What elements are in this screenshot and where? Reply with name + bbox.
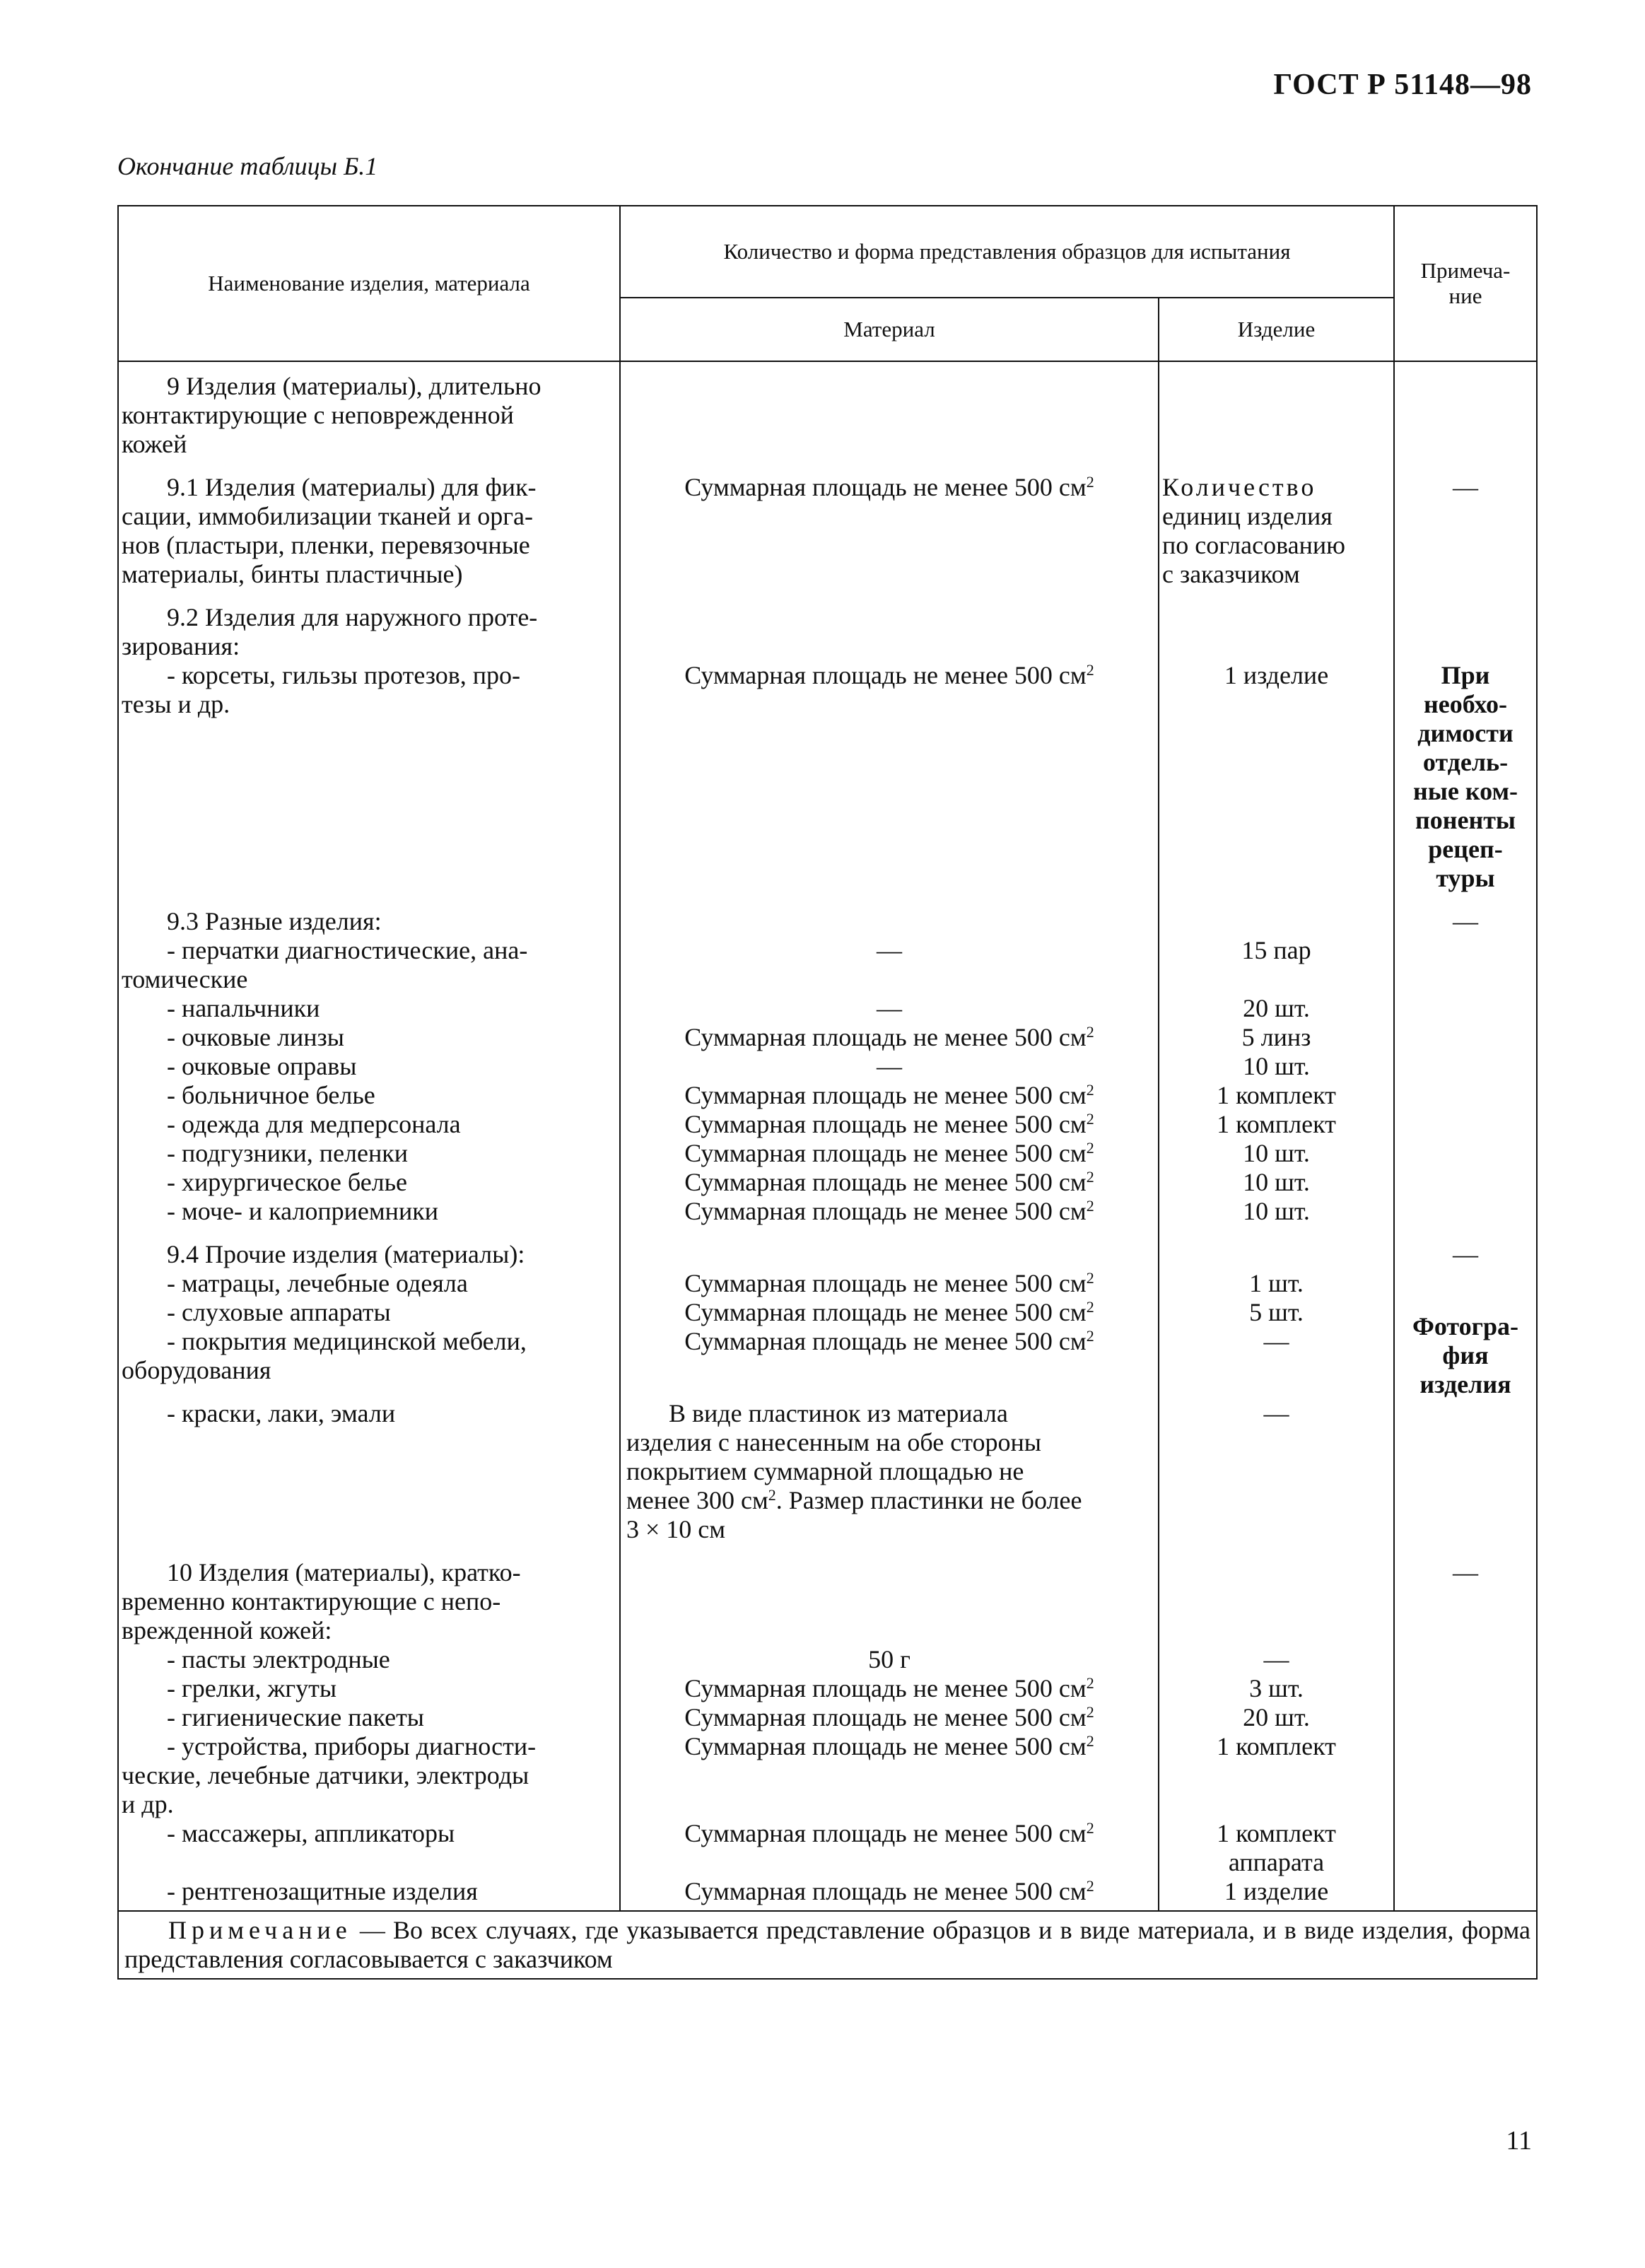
spacer — [624, 1558, 1155, 1645]
s10-prod-5-l1: 1 комплект — [1217, 1819, 1336, 1847]
s9-4-paint-l4: менее 300 $см^2$. Размер пластинки не более — [626, 1486, 1082, 1514]
spacer — [1162, 603, 1391, 661]
footnote-text: — Во всех случаях, где указывается представление образцов и в виде материала, и в виде изделия, форма представления согласовывается с заказчиком — [124, 1916, 1530, 1973]
spacer — [1162, 1558, 1391, 1645]
s9-4-note-dash: — — [1453, 1240, 1478, 1268]
col-header-material: Материал — [620, 298, 1159, 361]
s9-2-note-l8: туры — [1436, 864, 1495, 892]
s9-4-paint-l1: В виде пластинок из материала — [669, 1399, 1008, 1427]
table-row — [118, 894, 1537, 1227]
cell-name — [118, 460, 620, 590]
s10-prod-4: 1 комплект — [1217, 1732, 1336, 1760]
s9-1-product-l4: с заказчиком — [1162, 560, 1300, 588]
s9-2-name-l2: зирования: — [122, 632, 240, 660]
table-row — [118, 1911, 1537, 1979]
s9-1-product-l3: по согласованию — [1162, 531, 1346, 559]
cell-note — [1394, 460, 1537, 590]
s9-2-note-l6: поненты — [1415, 806, 1516, 834]
s10-item4-l3: и др. — [122, 1790, 174, 1818]
s9-3-mat-9: Суммарная площадь не менее 500 $см^2$ — [684, 1197, 1094, 1225]
cell-name — [118, 1227, 620, 1545]
s9-4-item1: - матрацы, лечебные одеяла — [167, 1269, 468, 1297]
s9-title-l3: кожей — [122, 430, 187, 458]
table-caption: Окончание таблицы Б.1 — [117, 152, 378, 180]
s9-2-item-l1: - корсеты, гильзы протезов, про- — [167, 661, 520, 689]
s9-4-note-l2: фия — [1442, 1341, 1489, 1369]
s9-3-prod-9: 10 шт. — [1243, 1197, 1310, 1225]
s9-4-prod-3: — — [1263, 1327, 1289, 1355]
s9-3-prod-4: 10 шт. — [1243, 1052, 1310, 1080]
s9-3-mat-3: Суммарная площадь не менее 500 $см^2$ — [684, 1023, 1094, 1051]
spacer — [624, 907, 1155, 936]
s9-3-mat-6: Суммарная площадь не менее 500 $см^2$ — [684, 1110, 1094, 1138]
s9-4-item4: - краски, лаки, эмали — [167, 1399, 396, 1427]
footnote-lead: Примечание — [168, 1916, 352, 1944]
cell-material — [620, 590, 1159, 894]
s9-1-name-l3: нов (пластыри, пленки, перевязочные — [122, 531, 530, 559]
cell-name — [118, 590, 620, 894]
s9-4-mat-3: Суммарная площадь не менее 500 $см^2$ — [684, 1327, 1094, 1355]
s9-3-item8: - хирургическое белье — [167, 1168, 408, 1196]
s9-4-mat-2: Суммарная площадь не менее 500 $см^2$ — [684, 1298, 1094, 1326]
s9-1-name-l1: 9.1 Изделия (материалы) для фик- — [167, 473, 537, 501]
s9-2-note-l1: При — [1441, 661, 1490, 689]
s9-3-mat-5: Суммарная площадь не менее 500 $см^2$ — [684, 1081, 1094, 1109]
s9-3-item2: - напальчники — [167, 994, 320, 1022]
s9-3-item9: - моче- и калоприемники — [167, 1197, 438, 1225]
s9-3-item3: - очковые линзы — [167, 1023, 344, 1051]
cell-product — [1159, 1545, 1394, 1911]
table-row — [118, 590, 1537, 894]
s9-3-item7: - подгузники, пеленки — [167, 1139, 409, 1167]
s9-2-product: 1 изделие — [1224, 661, 1329, 689]
cell-material — [620, 460, 1159, 590]
s9-3-mat-8: Суммарная площадь не менее 500 $см^2$ — [684, 1168, 1094, 1196]
s10-mat-1: 50 г — [868, 1645, 911, 1673]
s9-3-prod-3: 5 линз — [1241, 1023, 1311, 1051]
cell-product — [1159, 894, 1394, 1227]
s9-3-item1-l1: - перчатки диагностические, ана- — [167, 936, 528, 964]
s9-1-name-l2: сации, иммобилизации тканей и орга- — [122, 502, 533, 530]
s10-item2: - грелки, жгуты — [167, 1674, 337, 1702]
s9-3-prod-2: 20 шт. — [1243, 994, 1310, 1022]
col-header-product: Изделие — [1159, 298, 1394, 361]
s9-3-prod-5: 1 комплект — [1217, 1081, 1336, 1109]
s10-mat-5: Суммарная площадь не менее 500 $см^2$ — [684, 1819, 1094, 1847]
s9-1-name-l4: материалы, бинты пластичные) — [122, 560, 463, 588]
s10-item3: - гигиенические пакеты — [167, 1703, 424, 1731]
s9-2-name-l1: 9.2 Изделия для наружного проте- — [167, 603, 538, 631]
cell-product — [1159, 460, 1394, 590]
s9-4-prod-4: — — [1263, 1399, 1289, 1427]
s9-3-note: — — [1453, 907, 1478, 935]
cell-note — [1394, 894, 1537, 1227]
s9-3-item6: - одежда для медперсонала — [167, 1110, 461, 1138]
s9-1-product-l1: Количество — [1162, 473, 1317, 501]
cell-name — [118, 361, 620, 460]
s9-3-mat-2: — — [877, 994, 902, 1022]
col-header-note-l1: Примеча- — [1420, 258, 1511, 283]
s9-4-item2: - слуховые аппараты — [167, 1298, 391, 1326]
s9-4-note-l1: Фотогра- — [1412, 1312, 1518, 1340]
s10-note: — — [1453, 1558, 1478, 1586]
s9-2-material: Суммарная площадь не менее 500 $см^2$ — [684, 661, 1094, 689]
s9-4-item3-l2: оборудования — [122, 1356, 271, 1384]
s10-title-l2: временно контактирующие с непо- — [122, 1587, 501, 1615]
col-header-name: Наименование изделия, материала — [118, 206, 620, 361]
cell-material — [620, 1545, 1159, 1911]
col-header-note-l2: ние — [1448, 284, 1482, 308]
s9-3-prod-8: 10 шт. — [1243, 1168, 1310, 1196]
table-row — [118, 1545, 1537, 1911]
spacer — [624, 603, 1155, 661]
spacer — [1398, 1269, 1533, 1298]
s9-2-note-l3: димости — [1417, 719, 1514, 747]
s9-2-item-l2: тезы и др. — [122, 690, 230, 718]
s9-3-mat-4: — — [877, 1052, 902, 1080]
s10-mat-2: Суммарная площадь не менее 500 $см^2$ — [684, 1674, 1094, 1702]
s10-prod-2: 3 шт. — [1249, 1674, 1304, 1702]
page-number: 11 — [1506, 2126, 1532, 2156]
s10-prod-3: 20 шт. — [1243, 1703, 1310, 1731]
s9-4-paint-l5: 3 × 10 см — [626, 1515, 726, 1543]
s10-mat-3: Суммарная площадь не менее 500 $см^2$ — [684, 1703, 1094, 1731]
standard-code: ГОСТ Р 51148—98 — [1273, 69, 1532, 101]
s9-4-note-l3: изделия — [1419, 1370, 1511, 1398]
s9-4-prod-2: 5 шт. — [1249, 1298, 1304, 1326]
s9-3-prod-1: 15 пар — [1241, 936, 1311, 964]
s9-1-note: — — [1453, 473, 1478, 501]
s10-prod-1: — — [1263, 1645, 1289, 1673]
cell-material — [620, 361, 1159, 460]
spacer — [624, 1240, 1155, 1269]
cell-note — [1394, 361, 1537, 460]
spacer — [1162, 1356, 1391, 1385]
cell-name — [118, 894, 620, 1227]
s10-prod-6: 1 изделие — [1224, 1877, 1329, 1905]
s10-title-l1: 10 Изделия (материалы), кратко- — [167, 1558, 521, 1586]
samples-table — [117, 205, 1538, 1980]
cell-name — [118, 1545, 620, 1911]
cell-note — [1394, 1545, 1537, 1911]
s9-3-mat-1: — — [877, 936, 902, 964]
s9-3-mat-7: Суммарная площадь не менее 500 $см^2$ — [684, 1139, 1094, 1167]
s9-2-note-l2: необхо- — [1424, 690, 1507, 718]
s9-3-item5: - больничное белье — [167, 1081, 375, 1109]
s9-4-prod-1: 1 шт. — [1249, 1269, 1304, 1297]
cell-material — [620, 1227, 1159, 1545]
s9-4-paint-l3: покрытием суммарной площадью не — [626, 1457, 1024, 1485]
spacer — [1398, 603, 1533, 661]
s9-1-material: Суммарная площадь не менее 500 $см^2$ — [684, 473, 1094, 501]
cell-product — [1159, 590, 1394, 894]
cell-product — [1159, 1227, 1394, 1545]
s10-title-l3: врежденной кожей: — [122, 1616, 332, 1644]
s9-2-note-l4: отдель- — [1422, 748, 1509, 776]
s9-title-l1: 9 Изделия (материалы), длительно — [167, 372, 541, 400]
col-header-note — [1394, 206, 1537, 361]
col-header-group: Количество и форма представления образцов для испытания — [620, 206, 1394, 298]
s9-title-l2: контактирующие с неповрежденной — [122, 401, 514, 429]
spacer — [1162, 907, 1391, 936]
s9-4-mat-1: Суммарная площадь не менее 500 $см^2$ — [684, 1269, 1094, 1297]
s9-3-prod-7: 10 шт. — [1243, 1139, 1310, 1167]
s9-3-title: 9.3 Разные изделия: — [167, 907, 382, 935]
table-row — [118, 460, 1537, 590]
spacer — [1162, 1240, 1391, 1269]
spacer — [624, 1356, 1155, 1385]
s9-4-item3-l1: - покрытия медицинской мебели, — [167, 1327, 527, 1355]
s9-4-paint-material — [624, 1399, 1155, 1544]
s9-3-prod-6: 1 комплект — [1217, 1110, 1336, 1138]
s9-2-note-l5: ные ком- — [1413, 777, 1518, 805]
cell-product — [1159, 361, 1394, 460]
cell-material — [620, 894, 1159, 1227]
s10-item5: - массажеры, аппликаторы — [167, 1819, 455, 1847]
s10-mat-6: Суммарная площадь не менее 500 $см^2$ — [684, 1877, 1094, 1905]
table-row — [118, 361, 1537, 460]
s10-item6: - рентгенозащитные изделия — [167, 1877, 478, 1905]
s10-item1: - пасты электродные — [167, 1645, 390, 1673]
s9-3-item4: - очковые оправы — [167, 1052, 357, 1080]
table-footnote — [118, 1911, 1537, 1979]
table-row — [118, 1227, 1537, 1545]
s10-prod-5-l2: аппарата — [1228, 1848, 1325, 1876]
s9-3-item1-l2: томические — [122, 965, 248, 993]
cell-note — [1394, 590, 1537, 894]
s9-2-note-l7: рецеп- — [1428, 835, 1503, 863]
cell-note — [1394, 1227, 1537, 1545]
s9-4-title: 9.4 Прочие изделия (материалы): — [167, 1240, 525, 1268]
s9-1-product-l2: единиц изделия — [1162, 502, 1333, 530]
s10-item4-l2: ческие, лечебные датчики, электроды — [122, 1761, 529, 1789]
s10-item4-l1: - устройства, приборы диагности- — [167, 1732, 537, 1760]
s9-4-paint-l2: изделия с нанесенным на обе стороны — [626, 1428, 1041, 1456]
s10-mat-4: Суммарная площадь не менее 500 $см^2$ — [684, 1732, 1094, 1760]
